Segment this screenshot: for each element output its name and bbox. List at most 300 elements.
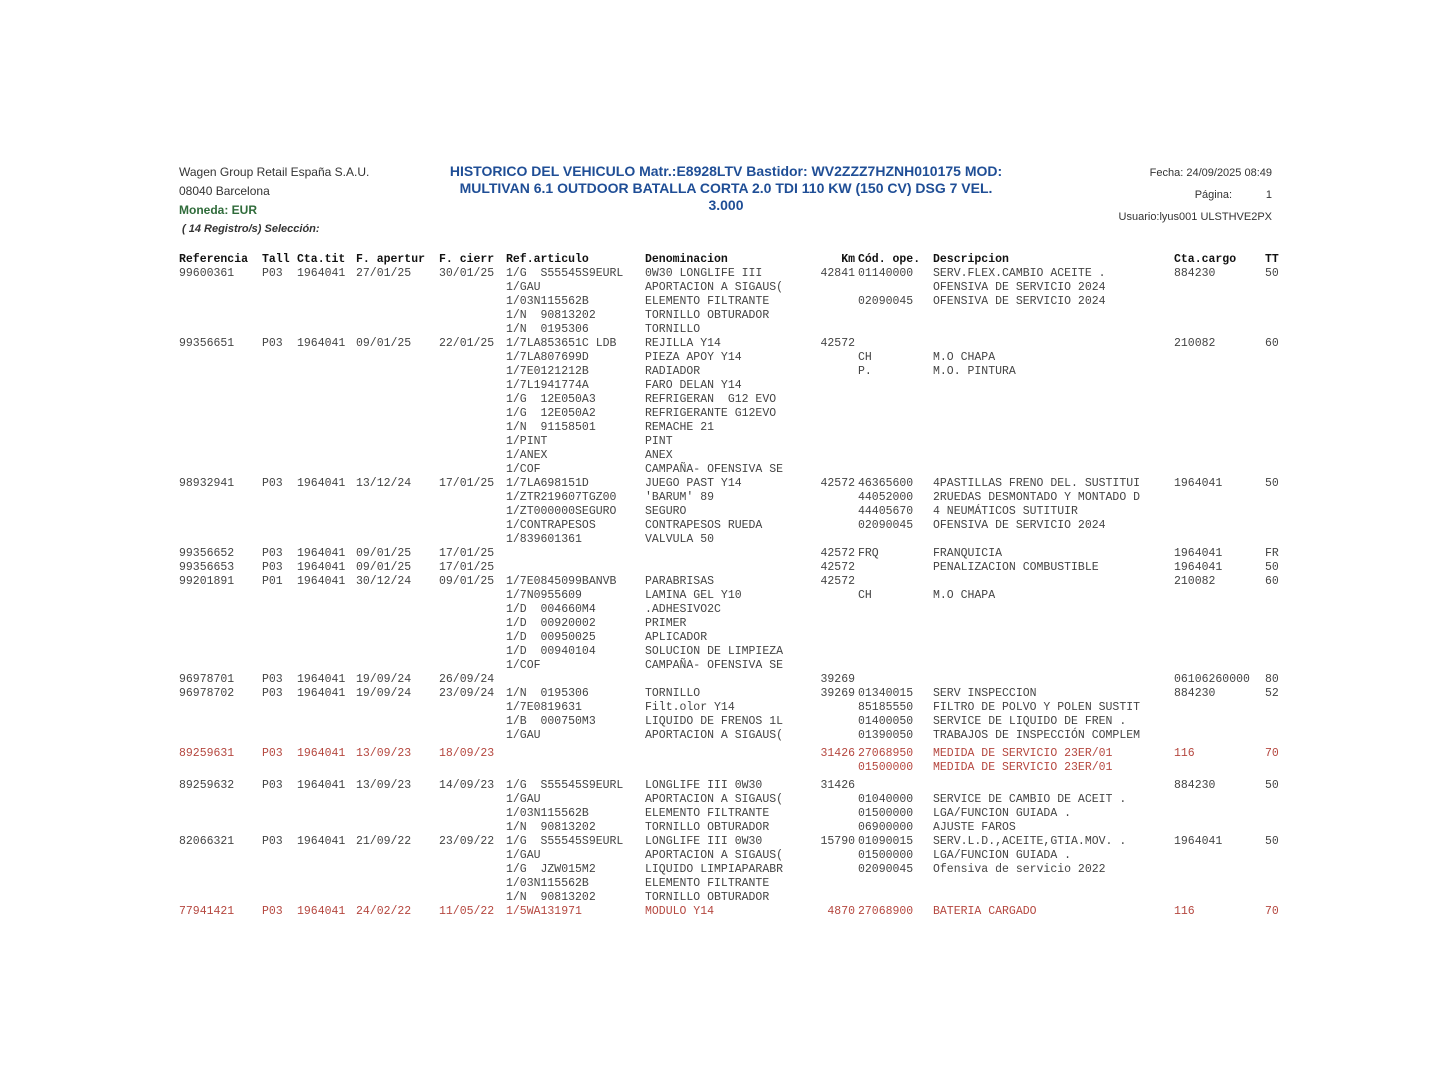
cell-art: 1/GAU — [506, 793, 541, 806]
cell-cta: 1964041 — [297, 267, 346, 280]
cell-cargo: 1964041 — [1174, 561, 1223, 574]
cell-fci: 09/01/25 — [439, 575, 495, 588]
col-header-tt: TT — [1265, 253, 1279, 266]
cell-desc: 2RUEDAS DESMONTADO Y MONTADO D — [933, 491, 1141, 504]
cell-tall: P01 — [262, 575, 283, 588]
cell-km: 4870 — [827, 905, 855, 918]
cell-km: 42572 — [820, 547, 855, 560]
cell-den: .ADHESIVO2C — [645, 603, 721, 616]
cell-ope: 01400050 — [858, 715, 914, 728]
cell-cta: 1964041 — [297, 673, 346, 686]
cell-den: MODULO Y14 — [645, 905, 715, 918]
cell-tall: P03 — [262, 337, 283, 350]
cell-den: 'BARUM' 89 — [645, 491, 715, 504]
cell-art: 1/03N115562B — [506, 877, 589, 890]
table-row — [179, 821, 1289, 835]
cell-cargo: 210082 — [1174, 575, 1216, 588]
cell-art: 1/PINT — [506, 435, 548, 448]
cell-km: 31426 — [820, 747, 855, 760]
cell-desc: SERVICE DE LIQUIDO DE FREN . — [933, 715, 1127, 728]
cell-cta: 1964041 — [297, 687, 346, 700]
cell-ope: 85185550 — [858, 701, 914, 714]
cell-desc: Ofensiva de servicio 2022 — [933, 863, 1106, 876]
cell-ope: CH — [858, 351, 872, 364]
col-header-km: Km — [841, 253, 855, 266]
cell-art: 1/839601361 — [506, 533, 582, 546]
cell-fci: 26/09/24 — [439, 673, 495, 686]
cell-den: TORNILLO OBTURADOR — [645, 309, 770, 322]
cell-ref: 99201891 — [179, 575, 235, 588]
page-number: 1 — [1265, 189, 1272, 201]
cell-ref: 98932941 — [179, 477, 235, 490]
cell-cta: 1964041 — [297, 905, 346, 918]
company-city: 08040 Barcelona — [179, 184, 270, 198]
cell-den: JUEGO PAST Y14 — [645, 477, 742, 490]
cell-den: REFRIGERANTE G12EVO — [645, 407, 777, 420]
cell-desc: LGA/FUNCION GUIADA . — [933, 807, 1072, 820]
table-row — [179, 877, 1289, 891]
table-row — [179, 337, 1289, 351]
cell-tall: P03 — [262, 673, 283, 686]
cell-ope: 02090045 — [858, 295, 914, 308]
cell-art: 1/G 12E050A3 — [506, 393, 596, 406]
table-row — [179, 309, 1289, 323]
table-header-row — [179, 253, 1289, 267]
cell-den: CONTRAPESOS RUEDA — [645, 519, 763, 532]
cell-desc: OFENSIVA DE SERVICIO 2024 — [933, 519, 1106, 532]
table-row — [179, 715, 1289, 729]
cell-art: 1/COF — [506, 463, 541, 476]
table-row — [179, 463, 1289, 477]
cell-den: SOLUCION DE LIMPIEZA — [645, 645, 784, 658]
page-label: Página: — [1194, 189, 1232, 201]
table-row — [179, 547, 1289, 561]
page-indicator — [1119, 184, 1272, 206]
cell-cargo: 06106260000 — [1174, 673, 1250, 686]
col-header-descripcion: Descripcion — [933, 253, 1009, 266]
cell-km: 42572 — [820, 561, 855, 574]
table-row — [179, 779, 1289, 793]
cell-den: LIQUIDO DE FRENOS 1L — [645, 715, 784, 728]
cell-den: CAMPAÑA- OFENSIVA SE — [645, 463, 784, 476]
table-row — [179, 747, 1289, 761]
cell-art: 1/7N0955609 — [506, 589, 582, 602]
cell-den: PIEZA APOY Y14 — [645, 351, 742, 364]
cell-desc: BATERIA CARGADO — [933, 905, 1037, 918]
cell-art: 1/7L1941774A — [506, 379, 589, 392]
cell-den: LAMINA GEL Y10 — [645, 589, 742, 602]
table-row — [179, 673, 1289, 687]
col-header-tall: Tall — [262, 253, 290, 266]
cell-cta: 1964041 — [297, 561, 346, 574]
cell-fci: 14/09/23 — [439, 779, 495, 792]
cell-ref: 96978702 — [179, 687, 235, 700]
cell-art: 1/7E0121212B — [506, 365, 589, 378]
cell-ref: 89259631 — [179, 747, 235, 760]
vehicle-history-table — [179, 253, 1289, 919]
col-header-f-apertura: F. apertur — [356, 253, 426, 266]
cell-fap: 09/01/25 — [356, 561, 412, 574]
cell-desc: MEDIDA DE SERVICIO 23ER/01 — [933, 747, 1113, 760]
table-row — [179, 807, 1289, 821]
table-row — [179, 761, 1289, 775]
table-row — [179, 701, 1289, 715]
cell-tall: P03 — [262, 267, 283, 280]
cell-fap: 13/09/23 — [356, 747, 412, 760]
cell-art: 1/N 90813202 — [506, 309, 596, 322]
col-header-cod-ope: Cód. ope. — [858, 253, 921, 266]
cell-km: 42572 — [820, 575, 855, 588]
cell-desc: 4PASTILLAS FRENO DEL. SUSTITUI — [933, 477, 1141, 490]
cell-km: 15790 — [820, 835, 855, 848]
cell-desc: LGA/FUNCION GUIADA . — [933, 849, 1072, 862]
cell-km: 31426 — [820, 779, 855, 792]
cell-cta: 1964041 — [297, 575, 346, 588]
cell-tt: 50 — [1265, 779, 1279, 792]
cell-art: 1/G S55545S9EURL — [506, 835, 624, 848]
cell-cta: 1964041 — [297, 779, 346, 792]
cell-art: 1/G JZW015M2 — [506, 863, 596, 876]
cell-tall: P03 — [262, 561, 283, 574]
cell-ope: 01090015 — [858, 835, 914, 848]
cell-desc: 4 NEUMÁTICOS SUTITUIR — [933, 505, 1078, 518]
report-meta — [1119, 162, 1272, 228]
cell-ref: 99356653 — [179, 561, 235, 574]
cell-art: 1/GAU — [506, 281, 541, 294]
cell-den: PARABRISAS — [645, 575, 715, 588]
cell-den: ELEMENTO FILTRANTE — [645, 877, 770, 890]
table-row — [179, 589, 1289, 603]
cell-ope: 01140000 — [858, 267, 914, 280]
cell-art: 1/G S55545S9EURL — [506, 267, 624, 280]
cell-ref: 96978701 — [179, 673, 235, 686]
table-row — [179, 631, 1289, 645]
cell-ref: 99600361 — [179, 267, 235, 280]
report-title — [436, 163, 1016, 214]
cell-art: 1/GAU — [506, 849, 541, 862]
cell-den: APORTACION A SIGAUS( — [645, 281, 784, 294]
cell-tt: 50 — [1265, 561, 1279, 574]
cell-tt: 60 — [1265, 575, 1279, 588]
cell-art: 1/N 91158501 — [506, 421, 596, 434]
table-row — [179, 561, 1289, 575]
cell-tt: 80 — [1265, 673, 1279, 686]
cell-cta: 1964041 — [297, 477, 346, 490]
cell-art: 1/GAU — [506, 729, 541, 742]
cell-fci: 30/01/25 — [439, 267, 495, 280]
table-row — [179, 449, 1289, 463]
cell-cargo: 884230 — [1174, 779, 1216, 792]
cell-ope: 27068900 — [858, 905, 914, 918]
cell-cargo: 1964041 — [1174, 477, 1223, 490]
cell-ref: 89259632 — [179, 779, 235, 792]
cell-fap: 19/09/24 — [356, 673, 412, 686]
cell-den: CAMPAÑA- OFENSIVA SE — [645, 659, 784, 672]
cell-den: RADIADOR — [645, 365, 701, 378]
cell-art: 1/D 004660M4 — [506, 603, 596, 616]
table-row — [179, 379, 1289, 393]
cell-art: 1/D 00920002 — [506, 617, 596, 630]
cell-den: SEGURO — [645, 505, 687, 518]
cell-ope: 01340015 — [858, 687, 914, 700]
table-row — [179, 617, 1289, 631]
cell-ope: 01500000 — [858, 761, 914, 774]
table-row — [179, 421, 1289, 435]
cell-tall: P03 — [262, 547, 283, 560]
cell-tt: 52 — [1265, 687, 1279, 700]
col-header-cta-cargo: Cta.cargo — [1174, 253, 1237, 266]
cell-km: 39269 — [820, 687, 855, 700]
cell-den: APLICADOR — [645, 631, 708, 644]
user-id: Usuario:lyus001 ULSTHVE2PX — [1118, 211, 1272, 223]
cell-ref: 82066321 — [179, 835, 235, 848]
cell-desc: SERVICE DE CAMBIO DE ACEIT . — [933, 793, 1127, 806]
table-row — [179, 659, 1289, 673]
cell-tall: P03 — [262, 905, 283, 918]
cell-fap: 09/01/25 — [356, 337, 412, 350]
table-row — [179, 905, 1289, 919]
cell-tt: FR — [1265, 547, 1279, 560]
cell-den: TORNILLO — [645, 687, 701, 700]
cell-art: 1/G 12E050A2 — [506, 407, 596, 420]
cell-tt: 50 — [1265, 477, 1279, 490]
table-row — [179, 477, 1289, 491]
cell-tall: P03 — [262, 779, 283, 792]
cell-ope: 01390050 — [858, 729, 914, 742]
cell-art: 1/N 90813202 — [506, 891, 596, 904]
company-block — [179, 163, 369, 239]
cell-km: 39269 — [820, 673, 855, 686]
cell-fci: 17/01/25 — [439, 561, 495, 574]
cell-ope: 44052000 — [858, 491, 914, 504]
cell-desc: FILTRO DE POLVO Y POLEN SUSTIT — [933, 701, 1141, 714]
cell-den: REJILLA Y14 — [645, 337, 721, 350]
cell-art: 1/7LA807699D — [506, 351, 589, 364]
cell-desc: PENALIZACION COMBUSTIBLE — [933, 561, 1099, 574]
cell-cta: 1964041 — [297, 337, 346, 350]
cell-desc: SERV INSPECCION — [933, 687, 1037, 700]
cell-ope: 01500000 — [858, 807, 914, 820]
cell-ope: 46365600 — [858, 477, 914, 490]
cell-cargo: 210082 — [1174, 337, 1216, 350]
table-row — [179, 295, 1289, 309]
cell-art: 1/7E0845099BANVB — [506, 575, 617, 588]
cell-desc: FRANQUICIA — [933, 547, 1003, 560]
cell-art: 1/N 0195306 — [506, 323, 589, 336]
cell-fap: 13/09/23 — [356, 779, 412, 792]
cell-den: TORNILLO OBTURADOR — [645, 891, 770, 904]
cell-art: 1/N 90813202 — [506, 821, 596, 834]
table-row — [179, 603, 1289, 617]
cell-ope: FRQ — [858, 547, 879, 560]
table-row — [179, 849, 1289, 863]
table-row — [179, 267, 1289, 281]
table-row — [179, 863, 1289, 877]
cell-ope: 02090045 — [858, 519, 914, 532]
cell-km: 42572 — [820, 477, 855, 490]
cell-km: 42841 — [820, 267, 855, 280]
cell-art: 1/ZT000000SEGURO — [506, 505, 617, 518]
cell-den: Filt.olor Y14 — [645, 701, 735, 714]
cell-fci: 18/09/23 — [439, 747, 495, 760]
cell-art: 1/7LA698151D — [506, 477, 589, 490]
cell-art: 1/7LA853651C LDB — [506, 337, 617, 350]
cell-den: LONGLIFE III 0W30 — [645, 835, 763, 848]
cell-art: 1/ZTR219607TGZ00 — [506, 491, 617, 504]
cell-fci: 22/01/25 — [439, 337, 495, 350]
table-row — [179, 793, 1289, 807]
cell-den: LONGLIFE III 0W30 — [645, 779, 763, 792]
record-count: ( 14 Registro/s) Selección: — [182, 223, 320, 235]
cell-cta: 1964041 — [297, 747, 346, 760]
cell-den: ELEMENTO FILTRANTE — [645, 807, 770, 820]
cell-cta: 1964041 — [297, 547, 346, 560]
cell-ope: 44405670 — [858, 505, 914, 518]
cell-tall: P03 — [262, 477, 283, 490]
table-row — [179, 351, 1289, 365]
table-row — [179, 575, 1289, 589]
cell-desc: OFENSIVA DE SERVICIO 2024 — [933, 281, 1106, 294]
cell-art: 1/D 00940104 — [506, 645, 596, 658]
table-row — [179, 323, 1289, 337]
cell-desc: SERV.FLEX.CAMBIO ACEITE . — [933, 267, 1106, 280]
cell-fap: 24/02/22 — [356, 905, 412, 918]
cell-cargo: 116 — [1174, 905, 1195, 918]
table-row — [179, 505, 1289, 519]
cell-tt: 50 — [1265, 267, 1279, 280]
cell-art: 1/03N115562B — [506, 807, 589, 820]
cell-den: FARO DELAN Y14 — [645, 379, 742, 392]
cell-desc: AJUSTE FAROS — [933, 821, 1016, 834]
table-row — [179, 687, 1289, 701]
cell-den: REFRIGERAN G12 EVO — [645, 393, 777, 406]
cell-art: 1/B 000750M3 — [506, 715, 596, 728]
table-row — [179, 519, 1289, 533]
table-row — [179, 891, 1289, 905]
cell-desc: MEDIDA DE SERVICIO 23ER/01 — [933, 761, 1113, 774]
table-row — [179, 835, 1289, 849]
cell-art: 1/ANEX — [506, 449, 548, 462]
cell-den: 0W30 LONGLIFE III — [645, 267, 763, 280]
cell-ref: 99356652 — [179, 547, 235, 560]
table-row — [179, 393, 1289, 407]
cell-den: VALVULA 50 — [645, 533, 715, 546]
table-row — [179, 281, 1289, 295]
cell-fap: 30/12/24 — [356, 575, 412, 588]
col-header-ref-articulo: Ref.articulo — [506, 253, 589, 266]
cell-art: 1/N 0195306 — [506, 687, 589, 700]
cell-cargo: 884230 — [1174, 687, 1216, 700]
cell-tt: 70 — [1265, 905, 1279, 918]
cell-den: LIQUIDO LIMPIAPARABR — [645, 863, 784, 876]
cell-desc: TRABAJOS DE INSPECCIÓN COMPLEM — [933, 729, 1141, 742]
cell-art: 1/5WA131971 — [506, 905, 582, 918]
col-header-denominacion: Denominacion — [645, 253, 728, 266]
cell-cargo: 1964041 — [1174, 835, 1223, 848]
cell-fap: 27/01/25 — [356, 267, 412, 280]
cell-den: ANEX — [645, 449, 673, 462]
table-row — [179, 407, 1289, 421]
cell-ope: CH — [858, 589, 872, 602]
cell-fap: 09/01/25 — [356, 547, 412, 560]
col-header-cta-tit: Cta.tit — [297, 253, 346, 266]
cell-den: PRIMER — [645, 617, 687, 630]
cell-den: APORTACION A SIGAUS( — [645, 729, 784, 742]
cell-art: 1/D 00950025 — [506, 631, 596, 644]
cell-ope: 01500000 — [858, 849, 914, 862]
cell-tall: P03 — [262, 747, 283, 760]
cell-fci: 17/01/25 — [439, 477, 495, 490]
currency-label: Moneda: EUR — [179, 203, 257, 217]
cell-desc: M.O. PINTURA — [933, 365, 1016, 378]
cell-den: TORNILLO OBTURADOR — [645, 821, 770, 834]
cell-fci: 11/05/22 — [439, 905, 495, 918]
col-header-f-cierre: F. cierr — [439, 253, 495, 266]
cell-desc: SERV.L.D.,ACEITE,GTIA.MOV. . — [933, 835, 1127, 848]
cell-art: 1/COF — [506, 659, 541, 672]
cell-den: APORTACION A SIGAUS( — [645, 849, 784, 862]
cell-den: PINT — [645, 435, 673, 448]
cell-cargo: 884230 — [1174, 267, 1216, 280]
report-date: Fecha: 24/09/2025 08:49 — [1149, 167, 1272, 179]
table-row — [179, 645, 1289, 659]
cell-fap: 19/09/24 — [356, 687, 412, 700]
cell-ref: 99356651 — [179, 337, 235, 350]
cell-tt: 60 — [1265, 337, 1279, 350]
cell-fci: 23/09/24 — [439, 687, 495, 700]
table-row — [179, 729, 1289, 743]
cell-desc: OFENSIVA DE SERVICIO 2024 — [933, 295, 1106, 308]
table-row — [179, 435, 1289, 449]
col-header-referencia: Referencia — [179, 253, 249, 266]
cell-ope: 02090045 — [858, 863, 914, 876]
cell-cargo: 116 — [1174, 747, 1195, 760]
cell-art: 1/G S55545S9EURL — [506, 779, 624, 792]
cell-tall: P03 — [262, 687, 283, 700]
cell-km: 42572 — [820, 337, 855, 350]
cell-ope: 01040000 — [858, 793, 914, 806]
cell-den: ELEMENTO FILTRANTE — [645, 295, 770, 308]
cell-ope: 06900000 — [858, 821, 914, 834]
cell-fap: 13/12/24 — [356, 477, 412, 490]
cell-cargo: 1964041 — [1174, 547, 1223, 560]
table-row — [179, 533, 1289, 547]
cell-tt: 70 — [1265, 747, 1279, 760]
cell-desc: M.O CHAPA — [933, 589, 996, 602]
table-row — [179, 491, 1289, 505]
table-row — [179, 365, 1289, 379]
title-line-1: HISTORICO DEL VEHICULO Matr.:E8928LTV Bastidor: WV2ZZZ7HZNH010175 MOD: — [449, 163, 1003, 179]
cell-tall: P03 — [262, 835, 283, 848]
cell-art: 1/03N115562B — [506, 295, 589, 308]
cell-art: 1/7E0819631 — [506, 701, 582, 714]
cell-fap: 21/09/22 — [356, 835, 412, 848]
cell-ope: 27068950 — [858, 747, 914, 760]
cell-fci: 23/09/22 — [439, 835, 495, 848]
cell-fci: 17/01/25 — [439, 547, 495, 560]
cell-den: REMACHE 21 — [645, 421, 715, 434]
cell-desc: M.O CHAPA — [933, 351, 996, 364]
cell-den: TORNILLO — [645, 323, 701, 336]
cell-art: 1/CONTRAPESOS — [506, 519, 596, 532]
cell-den: APORTACION A SIGAUS( — [645, 793, 784, 806]
cell-cta: 1964041 — [297, 835, 346, 848]
cell-tt: 50 — [1265, 835, 1279, 848]
title-line-3: 3.000 — [708, 197, 744, 213]
company-name: Wagen Group Retail España S.A.U. — [179, 165, 370, 179]
cell-ref: 77941421 — [179, 905, 235, 918]
title-line-2: MULTIVAN 6.1 OUTDOOR BATALLA CORTA 2.0 TDI 110 KW (150 CV) DSG 7 VEL. — [459, 180, 993, 196]
